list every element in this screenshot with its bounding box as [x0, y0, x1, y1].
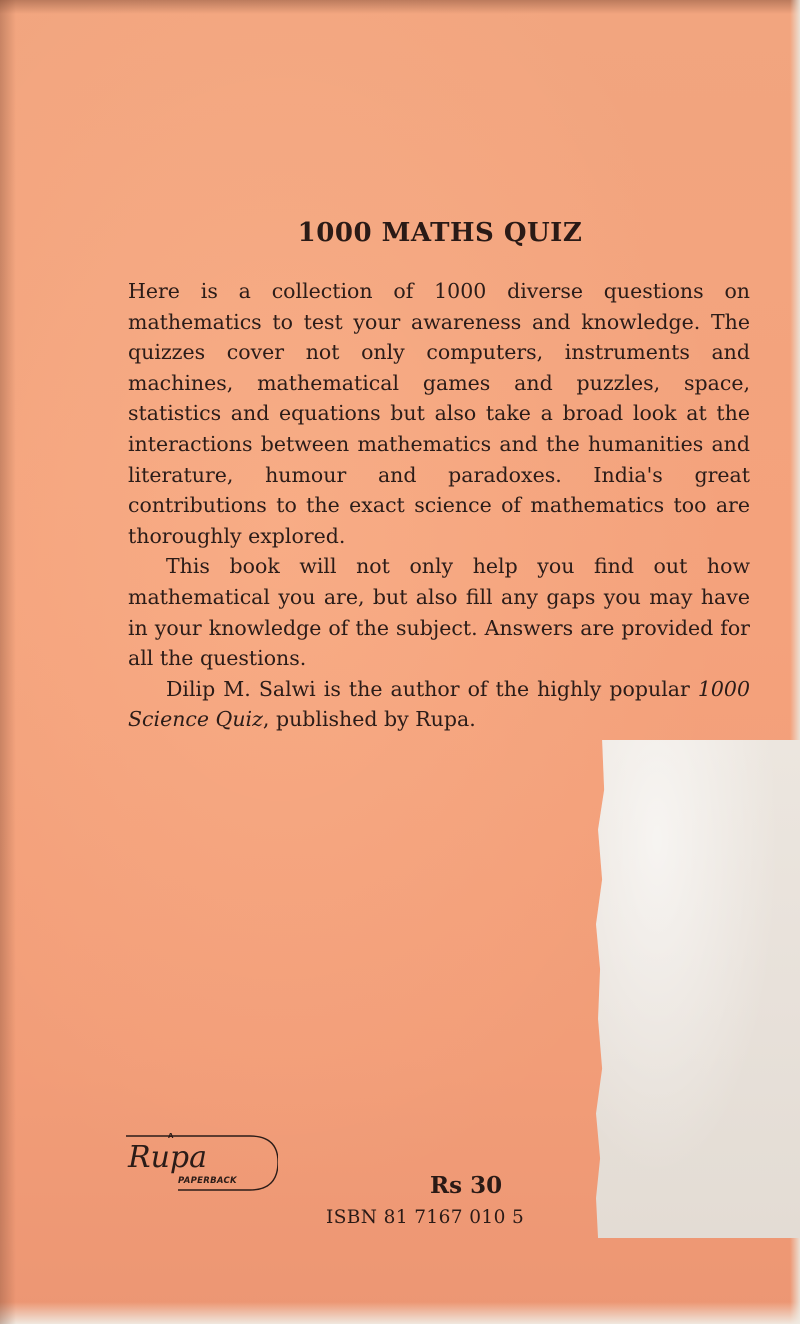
- price-label: Rs 30: [430, 1172, 503, 1199]
- torn-price-sticker: [596, 740, 800, 1238]
- cover-bottom-edge: [0, 1302, 800, 1324]
- author-note-end: , published by Rupa.: [262, 707, 476, 732]
- isbn-label: ISBN 81 7167 010 5: [326, 1207, 525, 1228]
- blurb-paragraph-2: This book will not only help you find out how mathematical you are, but also fill any gaps you may have in your knowledge of the subject. Answers are provided for all the questions.: [128, 554, 750, 671]
- blurb-paragraph-3: [128, 674, 750, 735]
- author-note-start: Dilip M. Salwi is the author of the highly popular: [166, 676, 698, 701]
- logo-wordmark: Rupa: [128, 1140, 207, 1175]
- logo-prefix: A: [168, 1132, 174, 1140]
- logo-subtitle: PAPERBACK: [178, 1176, 237, 1186]
- blurb-text: [128, 276, 750, 735]
- book-title: 1000 MATHS QUIZ: [297, 218, 583, 248]
- blurb-paragraph-1: Here is a collection of 1000 diverse questions on mathematics to test your awareness and knowledge. The quizzes cover not only computers, instruments and machines, mathematical games and puzzles, space, statistics and equations but also take a broad look at the interactions between mathematics and the humanities and literature, humour and paradoxes. India's great contributions to the exact science of mathematics too are thoroughly explored.: [128, 279, 750, 548]
- rupa-paperback-logo: [122, 1132, 278, 1194]
- related-book-title: 1000 Science Quiz: [128, 676, 750, 732]
